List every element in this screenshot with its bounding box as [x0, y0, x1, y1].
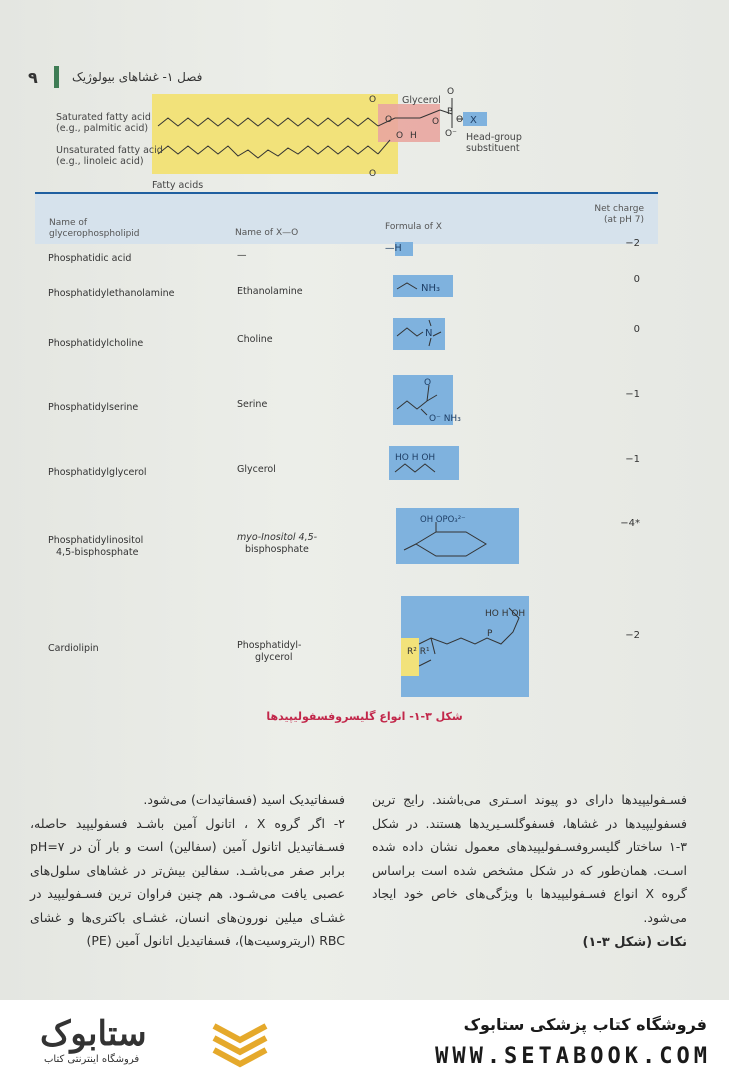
glycerol-o-1: O [385, 115, 393, 125]
glycerophospholipid-structure [0, 80, 729, 190]
serine-o: O [424, 378, 432, 388]
footer-shop-name: فروشگاه کتاب پزشکی ستابوک [463, 1015, 707, 1034]
svg-text:NH₃: NH₃ [421, 283, 441, 294]
svg-text:OH OPO₃²⁻: OH OPO₃²⁻ [420, 515, 466, 525]
notes-heading: نکات (شکل ۳-۱) [582, 935, 687, 950]
svg-text:N: N [425, 328, 433, 339]
row-name-phosphatidylcholine: Phosphatidylcholine [48, 338, 144, 349]
svg-text:HO H OH: HO H OH [395, 453, 436, 463]
row-xname-glycerol: Glycerol [237, 464, 276, 475]
formula-hydrogen: —H [385, 243, 402, 254]
unsaturated-fatty-acid-label: Unsaturated fatty acid (e.g., linoleic acid) [56, 145, 163, 167]
ester-o-bottom: O [369, 169, 377, 179]
setabook-logo-icon [210, 1020, 270, 1064]
row-xname-ethanolamine: Ethanolamine [237, 286, 303, 297]
phosphate-o-bridge: O [432, 117, 440, 127]
row-charge-phosphatidic-acid: −2 [625, 238, 640, 249]
row-xname-phosphatidylglycerol: Phosphatidyl- glycerol [237, 640, 302, 663]
formula-choline [393, 318, 445, 350]
header-x-name: Name of X—O [235, 228, 299, 238]
header-net-charge: Net charge (at pH 7) [594, 204, 644, 225]
footer-brand-subtitle: فروشگاه اینترنتی کتاب [44, 1054, 140, 1065]
footer-brand-name: ستابوک [40, 1015, 147, 1053]
formula-ethanolamine [393, 275, 453, 297]
glycerol-o-2: O [396, 131, 404, 141]
row-name-phosphatidylethanolamine: Phosphatidylethanolamine [48, 288, 175, 299]
formula-serine [393, 375, 461, 425]
right-text-column [372, 788, 687, 955]
head-group-label: Head-group [466, 132, 522, 143]
row-name-phosphatidylinositol: Phosphatidylinositol 4,5-bisphosphate [48, 535, 144, 558]
fatty-acids-label: Fatty acids [152, 180, 204, 191]
header-name: Name of glycerophospholipid [49, 218, 140, 239]
row-xname-serine: Serine [237, 399, 268, 410]
ester-o-top: O [369, 95, 377, 105]
row-charge-phosphatidylinositol: −4* [620, 518, 640, 529]
row-xname-phosphatidic-acid: — [237, 250, 247, 261]
formula-inositol-bisphosphate [396, 508, 519, 564]
phosphate-o-x: O [456, 115, 464, 125]
row-xname-choline: Choline [237, 334, 273, 345]
phosphate-o-minus: O⁻ [445, 129, 457, 139]
left-paragraph-1: فسفاتیدیک اسید (فسفاتیدات) می‌شود. [143, 792, 345, 807]
x-group-symbol: X [470, 115, 477, 126]
formula-cardiolipin [401, 596, 529, 697]
glycerol-h: H [410, 131, 417, 141]
right-paragraph: فسـفولیپیدها دارای دو پیوند اسـتری می‌باشند. رایج ترین فسفولیپیدها در غشاها، فسفوگلسـیریدها هستند. در شکل ۳-۱ ساختار گلیسروفسـفولیپیدهای معمول نشان داده شده اسـت. همان‌طور که در شکل مشخص شده است براساس گروه X انواع فسـفولیپیدها با ویژگی‌های خاص خود ایجاد می‌شود. [372, 792, 687, 925]
row-charge-phosphatidylglycerol: −1 [625, 454, 640, 465]
cardiolipin-glycerol: HO H OH [485, 609, 526, 619]
table-header [35, 192, 658, 244]
left-paragraph-2: ۲- اگر گروه X ، اتانول آمین باشـد فسفولیپید حاصله، فسـفاتیدیل اتانول آمین (سفالین) است و بار آن در pH=۷ برابر صفر می‌باشـد. سفالین بیش‌تر در غشاهای سلول‌های عصبی یافت می‌شـود. هم چنین فراوان ترین فسـفولیپید در غشـای میلین نورون‌های انسان، غشـای باکتری‌ها و غشای RBC (اریتروسیت‌ها)، فسفاتیدیل اتانول آمین (PE) [30, 815, 346, 948]
svg-text:R² R¹: R² R¹ [407, 647, 430, 657]
row-charge-cardiolipin: −2 [625, 630, 640, 641]
header-formula: Formula of X [385, 222, 442, 232]
cardiolipin-phosphorus: P [487, 629, 493, 639]
footer-banner [0, 1000, 729, 1080]
row-name-phosphatidic-acid: Phosphatidic acid [48, 253, 132, 264]
row-charge-phosphatidylethanolamine: 0 [633, 274, 640, 285]
phosphorus-atom: P [447, 107, 453, 117]
fatty-acid-highlight [152, 94, 398, 174]
row-charge-phosphatidylserine: −1 [625, 389, 640, 400]
page-number: ۹ [28, 68, 38, 87]
saturated-fatty-acid-label: Saturated fatty acid (e.g., palmitic acid) [56, 112, 151, 134]
left-text-column [30, 788, 345, 953]
row-name-phosphatidylserine: Phosphatidylserine [48, 402, 139, 413]
chapter-title: فصل ۱- غشاهای بیولوژیک [72, 70, 203, 84]
row-name-phosphatidylglycerol: Phosphatidylglycerol [48, 467, 147, 478]
row-charge-phosphatidylcholine: 0 [633, 324, 640, 335]
formula-glycerol [389, 446, 459, 480]
footer-url[interactable]: WWW.SETABOOK.COM [435, 1044, 711, 1069]
figure-caption: شکل ۳-۱- انواع گلیسروفسفولیپیدها [266, 710, 463, 723]
svg-text:O⁻ NH₃: O⁻ NH₃ [429, 414, 461, 424]
glycerol-label: Glycerol [402, 95, 441, 106]
row-name-cardiolipin: Cardiolipin [48, 643, 99, 654]
phosphate-o-top: O [447, 87, 455, 97]
row-xname-inositol: myo-Inositol 4,5- bisphosphate [237, 532, 318, 555]
head-group-sub-label: substituent [466, 143, 520, 154]
